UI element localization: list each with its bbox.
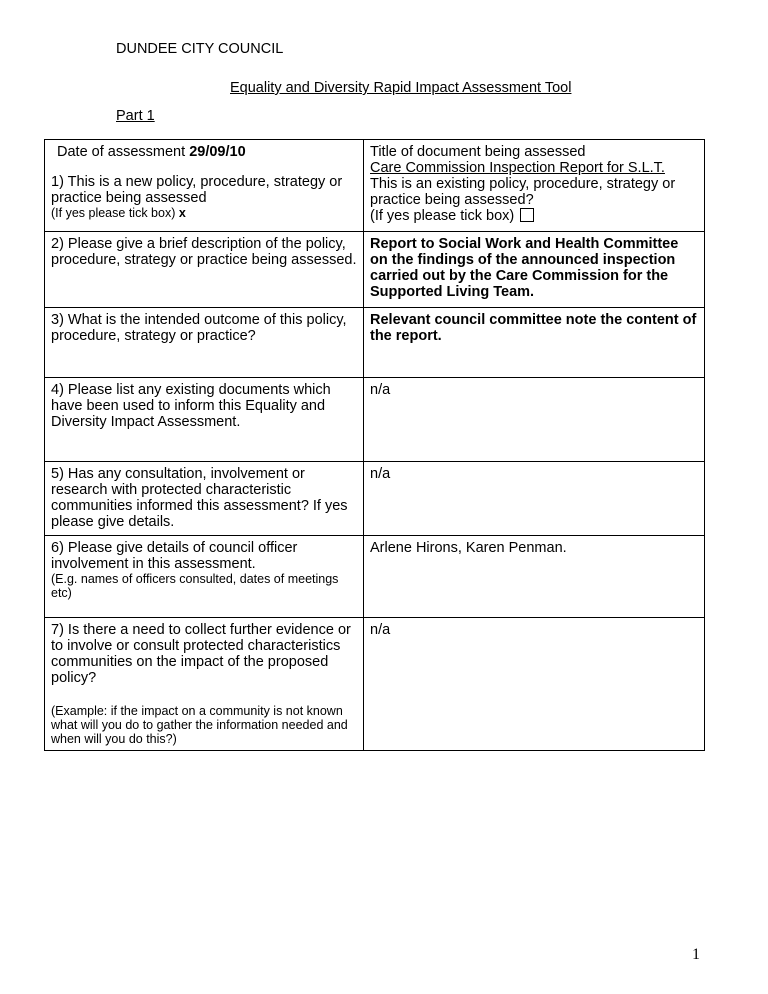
question-2: 2) Please give a brief description of the policy, procedure, strategy or practice being assessed. xyxy=(45,232,364,308)
title-value: Care Commission Inspection Report for S.L.T. xyxy=(370,160,665,176)
question-1-tick-mark[interactable]: x xyxy=(178,206,186,220)
table-row xyxy=(45,232,705,308)
title-label: Title of document being assessed xyxy=(370,144,586,160)
question-6-note: (E.g. names of officers consulted, dates of meetings etc) xyxy=(51,572,339,600)
table-row xyxy=(45,378,705,462)
assessment-form-table xyxy=(44,139,705,751)
existing-question: This is an existing policy, procedure, strategy or practice being assessed? xyxy=(370,176,676,208)
document-title: Equality and Diversity Rapid Impact Assessment Tool xyxy=(230,80,572,96)
answer-6: Arlene Hirons, Karen Penman. xyxy=(364,536,705,618)
table-row xyxy=(45,140,705,232)
answer-2: Report to Social Work and Health Committee on the findings of the announced inspection carried out by the Care Commission for the Supported Living Team. xyxy=(364,232,705,308)
page-number: 1 xyxy=(692,946,700,963)
table-row xyxy=(45,618,705,751)
row-6-question-cell xyxy=(45,536,364,618)
question-3: 3) What is the intended outcome of this policy, procedure, strategy or practice? xyxy=(45,308,364,378)
row-date-and-q1-cell xyxy=(45,140,364,232)
question-6: 6) Please give details of council officer involvement in this assessment. xyxy=(51,540,298,572)
table-row xyxy=(45,462,705,536)
existing-tick-box[interactable] xyxy=(520,208,534,222)
existing-note: (If yes please tick box) xyxy=(370,208,515,224)
question-5: 5) Has any consultation, involvement or research with protected characteristic communities informed this assessment? If yes please give details. xyxy=(45,462,364,536)
question-7-note: (Example: if the impact on a community is not known what will you do to gather the information needed and when will you do this?) xyxy=(51,704,348,746)
date-label: Date of assessment xyxy=(57,144,186,160)
answer-7: n/a xyxy=(364,618,705,751)
organisation-name: DUNDEE CITY COUNCIL xyxy=(116,41,284,57)
row-title-and-existing-cell xyxy=(364,140,705,232)
row-7-question-cell xyxy=(45,618,364,751)
answer-3: Relevant council committee note the content of the report. xyxy=(364,308,705,378)
table-row xyxy=(45,536,705,618)
table-row xyxy=(45,308,705,378)
answer-5: n/a xyxy=(364,462,705,536)
question-1-note: (If yes please tick box) xyxy=(51,206,176,220)
question-4: 4) Please list any existing documents which have been used to inform this Equality and Diversity Impact Assessment. xyxy=(45,378,364,462)
question-7: 7) Is there a need to collect further evidence or to involve or consult protected characteristics communities on the impact of the proposed policy? xyxy=(51,622,351,686)
answer-4: n/a xyxy=(364,378,705,462)
part-heading: Part 1 xyxy=(116,108,155,124)
question-1: 1) This is a new policy, procedure, strategy or practice being assessed xyxy=(51,174,343,206)
date-value: 29/09/10 xyxy=(189,144,246,160)
